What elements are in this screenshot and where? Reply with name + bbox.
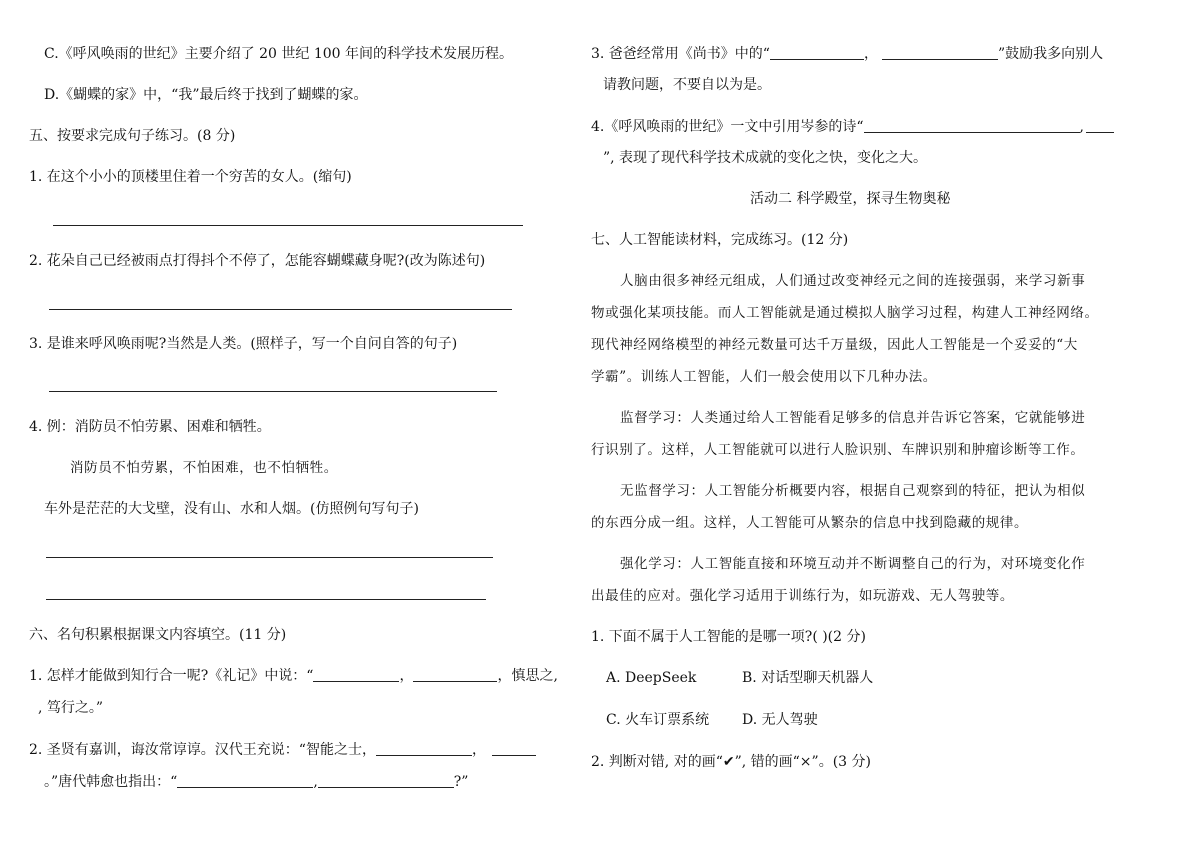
blank-6-1-a[interactable] (313, 667, 399, 682)
blank-6-2-a[interactable] (376, 741, 472, 756)
paragraph-3-line-2: 的东西分成一组。这样，人工智能可从繁杂的信息中找到隐藏的规律。 (591, 515, 1029, 531)
answer-line-5-4b[interactable] (46, 599, 486, 600)
question-6-2-han-yu: 。”唐代韩愈也指出：“ (44, 774, 178, 790)
question-5-1: 1. 在这个小小的顶楼里住着一个穷苦的女人。(缩句) (29, 169, 352, 185)
paragraph-4-line-1: 强化学习：人工智能直接和环境互动并不断调整自己的行为，对环境变化作 (620, 556, 1086, 572)
blank-6-3-b[interactable] (882, 45, 998, 60)
question-6-1-end: , 笃行之。” (38, 700, 104, 716)
paragraph-2-line-1: 监督学习：人类通过给人工智能看足够多的信息并告诉它答案，它就能够进 (620, 410, 1086, 426)
question-6-2-text: 2. 圣贤有嘉训，诲汝常谆谆。汉代王充说：“智能之士， (29, 742, 376, 758)
question-6-3 (591, 44, 1103, 64)
separator-6-2-second: , (313, 774, 318, 790)
question-6-2-line2 (44, 772, 468, 792)
answer-line-5-4a[interactable] (46, 557, 493, 558)
question-6-1-mid: ，慎思之, (497, 668, 558, 684)
question-6-4-text: 4.《呼风唤雨的世纪》一文中引用岑参的诗“ (591, 119, 864, 135)
question-6-3-text: 3. 爸爸经常用《尚书》中的“ (591, 46, 770, 62)
option-c: C.《呼风唤雨的世纪》主要介绍了 20 世纪 100 年间的科学技术发展历程。 (44, 46, 513, 62)
question-5-2: 2. 花朵自己已经被雨点打得抖个不停了，怎能容蝴蝶藏身呢?(改为陈述句) (29, 253, 486, 269)
blank-6-2-b[interactable] (492, 741, 536, 756)
section-7-title: 七、人工智能读材料，完成练习。(12 分) (591, 232, 849, 248)
separator-6-4: , (1079, 119, 1084, 135)
paragraph-2-line-2: 行识别了。这样，人工智能就可以进行人脸识别、车牌识别和肿瘤诊断等工作。 (591, 442, 1085, 458)
question-6-2 (29, 740, 536, 760)
blank-6-2-d[interactable] (318, 773, 454, 788)
question-5-4-task: 车外是茫茫的大戈壁，没有山、水和人烟。(仿照例句写句子) (44, 501, 419, 517)
separator-6-3: ， (863, 46, 878, 62)
paragraph-1-line-2: 物或强化某项技能。而人工智能就是通过模拟人脑学习过程，构建人工神经网络。 (591, 305, 1099, 321)
question-6-1-text: 1. 怎样才能做到知行合一呢?《礼记》中说：“ (29, 668, 314, 684)
question-7-2: 2. 判断对错, 对的画“✔”, 错的画“×”。(3 分) (591, 754, 871, 770)
answer-line-5-2[interactable] (49, 309, 512, 310)
choice-b[interactable]: B. 对话型聊天机器人 (742, 670, 874, 686)
blank-6-4-b[interactable] (1086, 118, 1114, 133)
choice-c[interactable]: C. 火车订票系统 (606, 712, 710, 728)
paragraph-3-line-1: 无监督学习：人工智能分析概要内容，根据自己观察到的特征，把认为相似 (620, 483, 1086, 499)
question-6-3-mid: ”鼓励我多向别人 (997, 46, 1104, 62)
option-d: D.《蝴蝶的家》中，“我”最后终于找到了蝴蝶的家。 (44, 87, 368, 103)
question-6-3-end: 请教问题，不要自以为是。 (603, 77, 771, 93)
question-5-3: 3. 是谁来呼风唤雨呢?当然是人类。(照样子，写一个自问自答的句子) (29, 336, 458, 352)
paragraph-4-line-2: 出最佳的应对。强化学习适用于训练行为，如玩游戏、无人驾驶等。 (591, 588, 1014, 604)
blank-6-3-a[interactable] (770, 45, 864, 60)
separator-6-2: ， (471, 742, 486, 758)
question-6-4 (591, 117, 1114, 137)
question-6-2-end: ?” (453, 774, 469, 790)
section-6-title: 六、名句积累根据课文内容填空。(11 分) (29, 627, 287, 643)
activity-title: 活动二 科学殿堂，探寻生物奥秘 (750, 191, 951, 207)
paragraph-1-line-4: 学霸”。训练人工智能，人们一般会使用以下几种办法。 (591, 369, 937, 385)
section-5-title: 五、按要求完成句子练习。(8 分) (29, 128, 236, 144)
choice-d[interactable]: D. 无人驾驶 (742, 712, 818, 728)
question-7-1: 1. 下面不属于人工智能的是哪一项?( )(2 分) (591, 629, 866, 645)
question-6-4-end: ”, 表现了现代科学技术成就的变化之快，变化之大。 (603, 150, 928, 166)
answer-line-5-3[interactable] (49, 391, 497, 392)
choice-a[interactable]: A. DeepSeek (606, 670, 697, 686)
paragraph-1-line-1: 人脑由很多神经元组成，人们通过改变神经元之间的连接强弱，来学习新事 (620, 273, 1086, 289)
example-sentence: 消防员不怕劳累，不怕困难，也不怕牺牲。 (70, 460, 338, 476)
blank-6-2-c[interactable] (177, 773, 313, 788)
question-5-4: 4. 例：消防员不怕劳累、困难和牺牲。 (29, 419, 271, 435)
answer-line-5-1[interactable] (53, 225, 523, 226)
blank-6-4-a[interactable] (864, 118, 1080, 133)
blank-6-1-b[interactable] (413, 667, 497, 682)
separator-6-1: ， (399, 668, 414, 684)
paragraph-1-line-3: 现代神经网络模型的神经元数量可达千万量级，因此人工智能是一个妥妥的“大 (591, 337, 1078, 353)
question-6-1 (29, 666, 558, 686)
